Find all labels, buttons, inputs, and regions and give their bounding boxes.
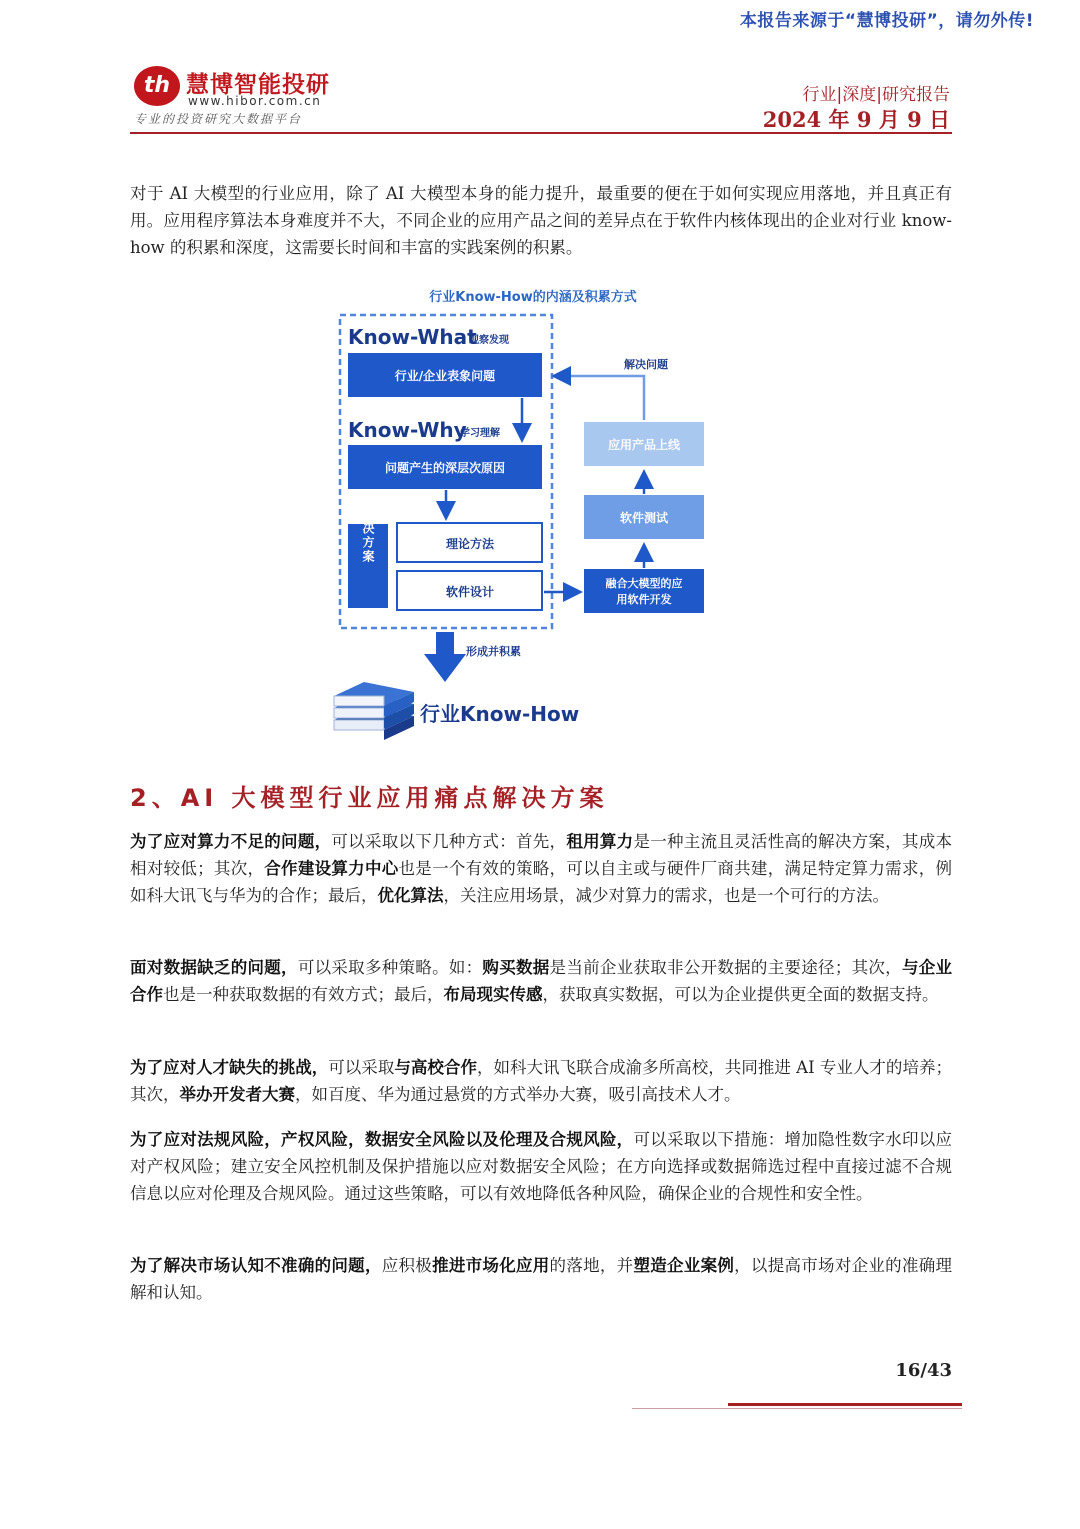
source-notice: 本报告来源于“慧博投研”，请勿外传! <box>739 11 1034 31</box>
box-dev <box>584 569 704 613</box>
paragraph-risk: 为了应对法规风险，产权风险，数据安全风险以及伦理及合规风险，可以采取以下措施：增加隐性数字水印以应对产权风险；建立安全风控机制及保护措施以应对数据安全风险；在方向选择或数据筛选过程中直接过滤不合规信息以应对伦理及合规风险。通过这些策略，可以有效地降低各种风险，确保企业的合规性和安全性。 <box>130 1130 952 1203</box>
know-how-diagram <box>320 282 740 752</box>
intro-paragraph: 对于 AI 大模型的行业应用，除了 AI 大模型本身的能力提升，最重要的便在于如何实现应用落地，并且真正有用。应用程序算法本身难度并不大，不同企业的应用产品之间的差异点在于软件内核体现出的企业对行业 know-how 的积累和深度，这需要长时间和丰富的实践案例的积累。 <box>130 184 952 257</box>
logo-name: 慧博智能投研 <box>186 72 330 98</box>
paragraph-talent: 为了应对人才缺失的挑战，可以采取与高校合作，如科大讯飞联合成渝多所高校，共同推进 AI 专业人才的培养；其次，举办开发者大赛，如百度、华为通过悬赏的方式举办大赛，吸引高技术人才。 <box>130 1058 952 1104</box>
box-dev-label-1: 融合大模型的应 <box>605 577 683 590</box>
logo-slogan: 专业的投资研究大数据平台 <box>134 112 303 126</box>
box-software-design-label: 软件设计 <box>445 585 495 599</box>
form-accumulate-label: 形成并积累 <box>466 645 521 658</box>
section-title: 2、AI 大模型行业应用痛点解决方案 <box>130 784 609 812</box>
know-why-sub: 学习理解 <box>460 428 500 439</box>
know-how-result-label: 行业Know-How <box>420 702 580 726</box>
solution-side-label: 解决方案 <box>361 508 375 564</box>
know-why-label: Know-Why <box>348 418 467 442</box>
paragraph-compute: 为了应对算力不足的问题，可以采取以下几种方式：首先，租用算力是一种主流且灵活性高的解决方案，其成本相对较低；其次，合作建设算力中心也是一个有效的策略，可以自主或与硬件厂商共建，满足特定算力需求，例如科大讯飞与华为的合作；最后，优化算法，关注应用场景，减少对算力的需求，也是一个可行的方法。 <box>130 832 952 905</box>
paragraph-data: 面对数据缺乏的问题，可以采取多种策略。如：购买数据是当前企业获取非公开数据的主要途径；其次，与企业合作也是一种获取数据的有效方式；最后，布局现实传感，获取真实数据，可以为企业提供更全面的数据支持。 <box>130 958 952 1004</box>
logo-badge-icon: th <box>134 66 180 106</box>
page-number: 16/43 <box>895 1360 952 1381</box>
solve-label: 解决问题 <box>624 358 668 371</box>
logo-url: www.hibor.com.cn <box>188 94 322 108</box>
know-what-label: Know-What <box>348 325 477 349</box>
box-launch-label: 应用产品上线 <box>607 438 681 452</box>
diagram-title: 行业Know-How的内涵及积累方式 <box>429 290 637 305</box>
arrow-launch-to-problem <box>556 376 644 420</box>
report-date: 2024 年 9 月 9 日 <box>762 107 950 132</box>
box-theory-label: 理论方法 <box>445 537 495 551</box>
paragraph-market: 为了解决市场认知不准确的问题，应积极推进市场化应用的落地，并塑造企业案例，以提高市场对企业的准确理解和认知。 <box>130 1256 952 1302</box>
box-root-cause-label: 问题产生的深层次原因 <box>384 461 506 475</box>
report-type: 行业|深度|研究报告 <box>802 85 950 105</box>
box-surface-problem-label: 行业/企业表象问题 <box>394 369 496 383</box>
box-test-label: 软件测试 <box>619 511 669 525</box>
hibor-logo[interactable] <box>134 66 334 128</box>
books-icon <box>334 682 414 740</box>
know-what-sub: 观察发现 <box>469 335 509 346</box>
footer-divider-thick <box>728 1403 962 1406</box>
form-accumulate-arrow-icon <box>424 632 466 682</box>
box-dev-label-2: 用软件开发 <box>616 593 672 606</box>
footer-divider-thin <box>632 1408 962 1409</box>
header-divider <box>130 132 952 134</box>
